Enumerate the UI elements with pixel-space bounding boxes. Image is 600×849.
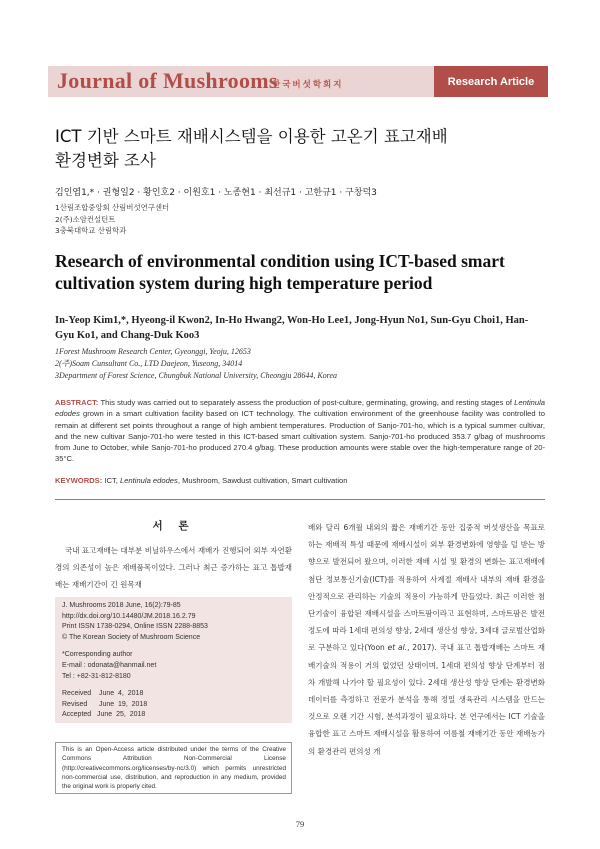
issn: Print ISSN 1738-0294, Online ISSN 2288-8853 bbox=[62, 623, 208, 631]
keywords bbox=[55, 476, 545, 485]
intro-right-column bbox=[308, 519, 545, 760]
abstract-text-part: This study was carried out to separately assess the production of post-culture, germinating, growing, and resting stages of bbox=[98, 398, 515, 407]
journal-name-korean: 한국버섯학회지 bbox=[272, 80, 344, 90]
open-access-text: This is an Open-Access article distributed under the terms of the Creative Commons Attribution Non-Commercial License (http://creativecommons.org/licenses/by-nc/3.0) which permits unrestricted non-commercial use, distribution, and reproduction in any medium, provided the original work is properly cited. bbox=[62, 746, 286, 791]
keywords-text-part: , Mushroom, Sawdust cultivation, Smart cultivation bbox=[177, 476, 348, 485]
citation-et-al: et al. bbox=[387, 643, 408, 653]
korean-title-line-2: 환경변화 조사 bbox=[55, 151, 156, 170]
page-number: 79 bbox=[295, 819, 305, 829]
english-authors: In-Yeop Kim1,*, Hyeong-il Kwon2, In-Ho Hwang2, Won-Ho Lee1, Jong-Hyun No1, Sun-Gyu Choi1, Han-Gyu Ko1, and Chang-Duk Koo3 bbox=[55, 315, 529, 341]
korean-affiliation: 1산림조합중앙회 산림버섯연구센터 bbox=[55, 203, 170, 212]
received-date: Received June 4, 2018 bbox=[62, 690, 144, 698]
section-title: 서 론 bbox=[152, 520, 195, 532]
korean-affiliation: 3충북대학교 산림학과 bbox=[55, 226, 127, 235]
intro-right-text-part: , 2017). 국내 표고 톱밥재배는 스마트 재배기술의 적용이 거의 없었던 상태이며, 1세대 편의성 향상 단계부터 점차 개발해 나가야 할 필요성이 있다. 2세대 생산성 향상 단계는 환경변화 데이터를 측정하고 전문가 분석을 통해 정밀 생육관리 시스템을 만드는 것으로 오랜 기간 시험, 분석과정이 필요하다. 본 연구에서는 ICT 기술을 융합한 표고 스마트 재배시설을 활용하여 여름철 재배기간 동안 재배농가의 환경관리 편의성 개 bbox=[308, 643, 545, 756]
section-divider bbox=[55, 499, 545, 500]
korean-title bbox=[55, 125, 545, 173]
abstract bbox=[55, 397, 545, 465]
english-affiliations bbox=[55, 346, 337, 382]
english-title: Research of environmental condition using ICT-based smart cultivation system during high temperature period bbox=[55, 251, 505, 293]
abstract-text-part: grown in a smart cultivation facility based on ICT technology. The cultivation environment of the greenhouse facility was controlled to remain at different set points throughout a range of high ambient temperatures. Production of Sanjo-701-ho, which is a typical summer cultivar, and the new cultivar Sanjo-701-ho were tested in this ICT-based smart cultivation system. Sanjo-701-ho produced 353.7 g/bag of mushrooms from June to October, while Sanjo-701-ho produced 270.4 g/bag. These production amounts were stable over the high-temperature range of 20-35°C. bbox=[55, 409, 545, 464]
doi-link[interactable]: http://dx.doi.org/10.14480/JM.2018.16.2.79 bbox=[62, 612, 196, 620]
korean-affiliations bbox=[55, 202, 169, 237]
korean-title-line-1: ICT 기반 스마트 재배시스템을 이용한 고온기 표고재배 bbox=[55, 127, 448, 146]
intro-left-text: 국내 표고재배는 대부분 비닐하우스에서 재배가 진행되어 외부 자연환경의 의존성이 높은 재배품목이었다. 그러나 최근 증가하는 표고 톱밥재배는 재배기간이 긴 원목재 bbox=[55, 546, 292, 590]
keywords-text-part: ICT, bbox=[102, 476, 120, 485]
korean-authors: 김인엽1,* · 권형일2 · 황인호2 · 이원호1 · 노종현1 · 최선규1 · 고한규1 · 구창덕3 bbox=[55, 188, 377, 198]
accepted-date: Accepted June 25, 2018 bbox=[62, 711, 146, 719]
keywords-species-name: Lentinula edodes bbox=[119, 476, 178, 485]
corresponding-author: *Corresponding author bbox=[62, 651, 133, 659]
email[interactable]: E-mail : odonata@hanmail.net bbox=[62, 661, 157, 669]
copyright: © The Korean Society of Mushroom Science bbox=[62, 633, 201, 641]
article-type-label: Research Article bbox=[447, 75, 535, 88]
keywords-label: KEYWORDS: bbox=[55, 476, 103, 485]
english-affiliation: 2(주)Soam Cunsultant Co., LTD Daejeon, Yuseong, 34014 bbox=[55, 359, 243, 368]
citation: J. Mushrooms 2018 June, 16(2):79-85 bbox=[62, 602, 181, 609]
intro-left-column bbox=[55, 542, 292, 594]
revised-date: Revised June 19, 2018 bbox=[62, 700, 148, 708]
telephone: Tel : +82-31-812-8180 bbox=[62, 672, 131, 680]
journal-name: Journal of Mushrooms bbox=[57, 68, 278, 93]
abstract-species-name: Lentinula edodes bbox=[55, 398, 545, 419]
intro-right-text-part: 배와 달리 6개월 내외의 짧은 재배기간 동안 집중적 버섯생산을 목표로 하는 재배적 특성 때문에 재배시설이 외부 환경변화에 영향을 덜 받는 방향으로 발전되어 왔으며, 이러한 재배 시설 및 환경의 변화는 표고재배에 첨단 정보통신기술(ICT)를 적용하여 사계절 재배사 내부의 재배 환경을 안정적으로 관리하는 기술의 적용이 가능하게 만들었다. 최근 이러한 첨단기술이 융합된 재배시설을 스마트팜이라고 표현하며, 스마트팜은 발전정도에 따라 1세대 편의성 향상, 2세대 생산성 향상, 3세대 글로벌산업화로 구분하고 있다(Yoon bbox=[308, 523, 545, 653]
article-type-badge bbox=[434, 66, 548, 97]
english-affiliation: 3Department of Forest Science, Chungbuk National University, Cheongju 28644, Korea bbox=[55, 371, 338, 380]
korean-affiliation: 2(주)소암컨설턴트 bbox=[55, 214, 116, 224]
abstract-label: ABSTRACT: bbox=[55, 398, 99, 407]
article-info-content bbox=[62, 601, 287, 721]
english-affiliation: 1Forest Mushroom Research Center, Gyeonggi, Yeoju, 12653 bbox=[55, 347, 251, 356]
